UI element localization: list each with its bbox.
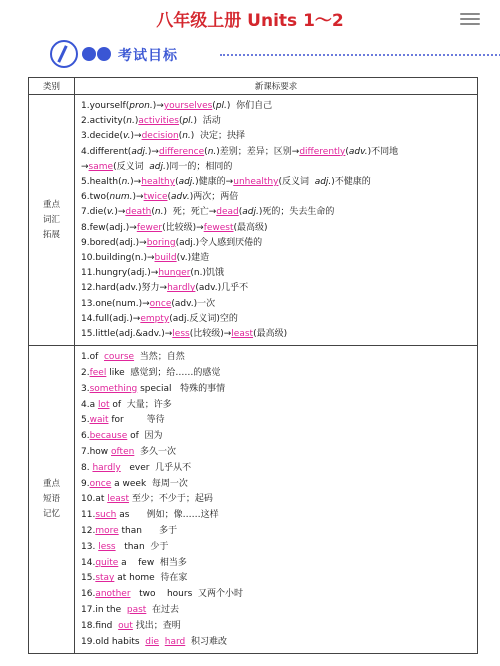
text-segment: ( xyxy=(167,192,172,203)
text-segment: 在过去 xyxy=(146,605,180,615)
text-segment: adv. xyxy=(348,146,368,157)
text-segment: (反义词 xyxy=(113,161,150,172)
list-item xyxy=(81,603,477,619)
answer-word: more xyxy=(95,526,119,537)
answer-word: twice xyxy=(143,192,168,203)
text-segment: (adv.)一次 xyxy=(171,298,216,309)
list-item xyxy=(81,327,477,342)
answer-word: out xyxy=(118,620,133,631)
list-item xyxy=(81,175,477,190)
header-category: 类别 xyxy=(29,78,75,95)
answer-word: fewest xyxy=(203,222,234,233)
text-segment: ( xyxy=(238,207,243,218)
text-segment: special 特殊的事情 xyxy=(137,383,226,394)
list-item xyxy=(81,587,477,603)
list-item xyxy=(81,524,477,540)
text-segment: adj. xyxy=(242,207,259,218)
text-segment: ) xyxy=(134,116,139,127)
list-item xyxy=(81,221,477,236)
text-segment: at home 待在家 xyxy=(114,573,188,584)
text-segment: 4.different( xyxy=(81,146,132,157)
text-segment: adj. xyxy=(314,177,332,188)
answer-word: hardly xyxy=(167,283,196,294)
answer-word: unhealthy xyxy=(233,177,279,188)
text-segment: than 少于 xyxy=(115,541,169,552)
text-segment: (比较级)→ xyxy=(189,329,232,340)
text-segment: n. xyxy=(121,177,131,188)
text-segment: pl. xyxy=(215,101,227,111)
list-item xyxy=(81,571,477,587)
text-segment: )死的；失去生命的 xyxy=(258,207,335,218)
text-segment: )→ xyxy=(152,101,164,111)
text-segment: 9. xyxy=(81,478,90,489)
text-segment: n. xyxy=(182,131,191,142)
text-segment: for 等待 xyxy=(108,415,165,426)
vocab-section xyxy=(29,95,478,346)
text-segment: 5.health( xyxy=(81,177,122,188)
list-item xyxy=(81,160,477,175)
answer-word: fewer xyxy=(136,222,163,233)
list-item xyxy=(81,477,477,493)
list-item xyxy=(81,281,477,296)
text-segment: 至少；不少于；起码 xyxy=(129,494,213,505)
list-item xyxy=(81,508,477,524)
answer-word: same xyxy=(88,161,114,172)
text-segment: of 大量；许多 xyxy=(109,399,172,410)
answer-word: empty xyxy=(140,313,170,324)
answer-word: activities xyxy=(138,116,179,127)
text-segment: 11. xyxy=(81,510,96,521)
header-requirements: 新课标要求 xyxy=(75,78,478,95)
text-segment: 14. xyxy=(81,557,96,568)
text-segment: (反义词 xyxy=(278,177,315,188)
text-segment: 3.decide( xyxy=(81,131,124,142)
list-item xyxy=(81,461,477,477)
answer-word: healthy xyxy=(141,177,176,188)
text-segment: v. xyxy=(106,207,115,218)
list-item xyxy=(81,429,477,445)
answer-word: lot xyxy=(97,399,110,410)
answer-word: course xyxy=(103,352,135,363)
text-segment: )健康的→ xyxy=(195,177,234,188)
list-item xyxy=(81,619,477,635)
answer-word: death xyxy=(125,207,152,218)
text-segment: (n.)饥饿 xyxy=(190,268,224,279)
text-segment: 13. xyxy=(81,541,99,552)
answer-word: yourselves xyxy=(163,101,213,111)
text-segment: a week 每周一次 xyxy=(111,478,188,489)
text-segment: ) 你们自己 xyxy=(226,101,273,111)
text-segment: 15. xyxy=(81,573,96,584)
list-item xyxy=(81,99,477,114)
text-segment: )→ xyxy=(147,146,159,157)
text-segment: 多久一次 xyxy=(134,447,177,458)
phrases-category: 重点 短语 记忆 xyxy=(29,346,75,654)
text-segment: v. xyxy=(123,131,131,142)
text-segment: )两次；两倍 xyxy=(189,192,239,203)
text-segment: (adj.)令人感到厌倦的 xyxy=(175,237,263,248)
text-segment: 12. xyxy=(81,526,96,537)
text-segment: ( xyxy=(175,177,179,188)
answer-word: least xyxy=(231,329,254,340)
text-segment: n. xyxy=(207,146,217,157)
text-segment: pron. xyxy=(129,101,153,111)
answer-word: another xyxy=(95,589,131,600)
list-item xyxy=(81,190,477,205)
pen-logo-icon xyxy=(50,40,78,68)
text-segment: 7.die( xyxy=(81,207,107,218)
text-segment: a few 相当多 xyxy=(118,557,187,568)
answer-word: boring xyxy=(146,237,176,248)
text-segment: 9.bored(adj.)→ xyxy=(81,237,147,248)
text-segment: ( xyxy=(204,146,208,157)
text-segment: → xyxy=(81,161,89,172)
text-segment: 11.hungry(adj.)→ xyxy=(81,268,159,279)
text-segment: 10.building(n.)→ xyxy=(81,253,155,264)
text-segment: adj. xyxy=(131,146,148,157)
text-segment: ( xyxy=(345,146,349,157)
answer-word: die xyxy=(145,636,160,647)
text-segment: 7.how xyxy=(81,447,112,458)
answer-word: dead xyxy=(216,207,239,218)
text-segment: 14.full(adj.)→ xyxy=(81,313,141,324)
text-segment: ) 决定；抉择 xyxy=(190,131,245,142)
text-segment: pl. xyxy=(182,116,194,127)
list-item xyxy=(81,145,477,160)
text-segment: 2.activity( xyxy=(81,116,127,127)
text-segment: than 多于 xyxy=(118,526,178,537)
text-segment: 8.few(adj.)→ xyxy=(81,222,137,233)
list-item xyxy=(81,266,477,281)
list-item xyxy=(81,129,477,144)
text-segment: 2. xyxy=(81,368,90,379)
list-item xyxy=(81,413,477,429)
answer-word: difference xyxy=(158,146,205,157)
text-segment: )同一的；相同的 xyxy=(165,161,233,172)
list-item xyxy=(81,251,477,266)
text-segment: 当然；自然 xyxy=(134,352,185,363)
text-segment: ( xyxy=(178,116,183,127)
text-segment: 1.yourself( xyxy=(81,101,130,111)
text-segment: of 因为 xyxy=(127,431,163,442)
answer-word: differently xyxy=(299,146,346,157)
table-header-row xyxy=(29,78,478,95)
text-segment: )不同地 xyxy=(367,146,399,157)
text-segment: ) 活动 xyxy=(193,116,221,127)
answer-word: less xyxy=(172,329,190,340)
answer-word: build xyxy=(154,253,177,264)
text-segment: (比较级)→ xyxy=(162,222,204,233)
text-segment: adj. xyxy=(149,161,166,172)
text-segment: (最高级) xyxy=(253,329,288,340)
text-segment: 16. xyxy=(81,589,96,600)
text-segment: adv. xyxy=(171,192,190,203)
answer-word: past xyxy=(126,605,147,615)
list-item xyxy=(81,297,477,312)
text-segment: 5. xyxy=(81,415,90,426)
vocab-list xyxy=(75,95,478,346)
text-segment: 找出；查明 xyxy=(132,620,181,631)
text-segment: adj. xyxy=(178,177,196,188)
text-segment: ) 死；死亡→ xyxy=(163,207,217,218)
phrase-list xyxy=(75,346,478,654)
list-item xyxy=(81,556,477,572)
list-item xyxy=(81,205,477,220)
requirements-table xyxy=(28,77,478,654)
text-segment: 8. xyxy=(81,462,93,473)
text-segment: n. xyxy=(154,207,164,218)
answer-word: once xyxy=(149,298,172,309)
answer-word: often xyxy=(111,447,135,458)
text-segment: ( xyxy=(178,131,183,142)
divider xyxy=(220,54,500,56)
text-segment: 19.old habits xyxy=(81,636,146,647)
text-segment: 18.find xyxy=(81,620,119,631)
list-item xyxy=(81,635,477,651)
text-segment: ever 几乎从不 xyxy=(120,462,192,473)
section-label: 考试目标 xyxy=(118,48,178,64)
phrases-section xyxy=(29,346,478,654)
text-segment: 1.of xyxy=(81,352,104,363)
vocab-category: 重点 词汇 拓展 xyxy=(29,95,75,346)
answer-word: less xyxy=(98,541,116,552)
text-segment: ( xyxy=(212,101,216,111)
text-segment: (最高级) xyxy=(233,222,268,233)
list-item xyxy=(81,445,477,461)
text-segment: 17.in the xyxy=(81,605,127,615)
page-title: 八年级上册 Units 1～2 xyxy=(156,11,344,31)
list-item xyxy=(81,236,477,251)
answer-word: feel xyxy=(89,368,107,379)
text-segment: )→ xyxy=(130,131,142,142)
text-segment: )→ xyxy=(130,177,142,188)
answer-word: stay xyxy=(95,573,115,584)
text-segment: 13.one(num.)→ xyxy=(81,298,150,309)
answer-word: least xyxy=(107,494,129,505)
text-segment: )差别；差异；区别→ xyxy=(216,146,300,157)
list-item xyxy=(81,350,477,366)
text-segment: )不健康的 xyxy=(331,177,371,188)
text-segment: )→ xyxy=(132,192,144,203)
list-item xyxy=(81,540,477,556)
dot-icon xyxy=(97,47,111,61)
answer-word: wait xyxy=(89,415,109,426)
answer-word: hard xyxy=(164,636,186,647)
text-segment: 3. xyxy=(81,383,90,394)
answer-word: decision xyxy=(141,131,179,142)
text-segment: 12.hard(adv.)努力→ xyxy=(81,283,168,294)
text-segment: 15.little(adj.&adv.)→ xyxy=(81,329,173,340)
text-segment: two hours 又两个小时 xyxy=(130,589,243,600)
text-segment: as 例如；像……这样 xyxy=(116,510,219,521)
text-segment: (v.)建造 xyxy=(176,253,210,264)
text-segment: (adj.反义词)空的 xyxy=(169,313,238,324)
list-item xyxy=(81,366,477,382)
text-segment: num. xyxy=(109,192,133,203)
answer-word: once xyxy=(89,478,112,489)
answer-word: because xyxy=(89,431,128,442)
text-segment: 6.two( xyxy=(81,192,110,203)
text-segment: 积习难改 xyxy=(185,636,227,647)
list-item xyxy=(81,382,477,398)
menu-icon[interactable] xyxy=(460,10,480,28)
list-item xyxy=(81,312,477,327)
answer-word: something xyxy=(89,383,138,394)
section-banner xyxy=(50,40,310,70)
text-segment: 4.a xyxy=(81,399,98,410)
text-segment: 10.at xyxy=(81,494,108,505)
answer-word: hardly xyxy=(92,462,121,473)
list-item xyxy=(81,398,477,414)
text-segment: like 感觉到；给……的感觉 xyxy=(106,368,221,379)
text-segment: n. xyxy=(126,116,135,127)
text-segment: )→ xyxy=(114,207,126,218)
list-item xyxy=(81,114,477,129)
text-segment: (adv.)几乎不 xyxy=(195,283,249,294)
answer-word: such xyxy=(95,510,117,521)
answer-word: quite xyxy=(95,557,119,568)
text-segment: ( xyxy=(151,207,155,218)
text-segment: 6. xyxy=(81,431,90,442)
answer-word: hunger xyxy=(158,268,191,279)
list-item xyxy=(81,492,477,508)
dot-icon xyxy=(82,47,96,61)
